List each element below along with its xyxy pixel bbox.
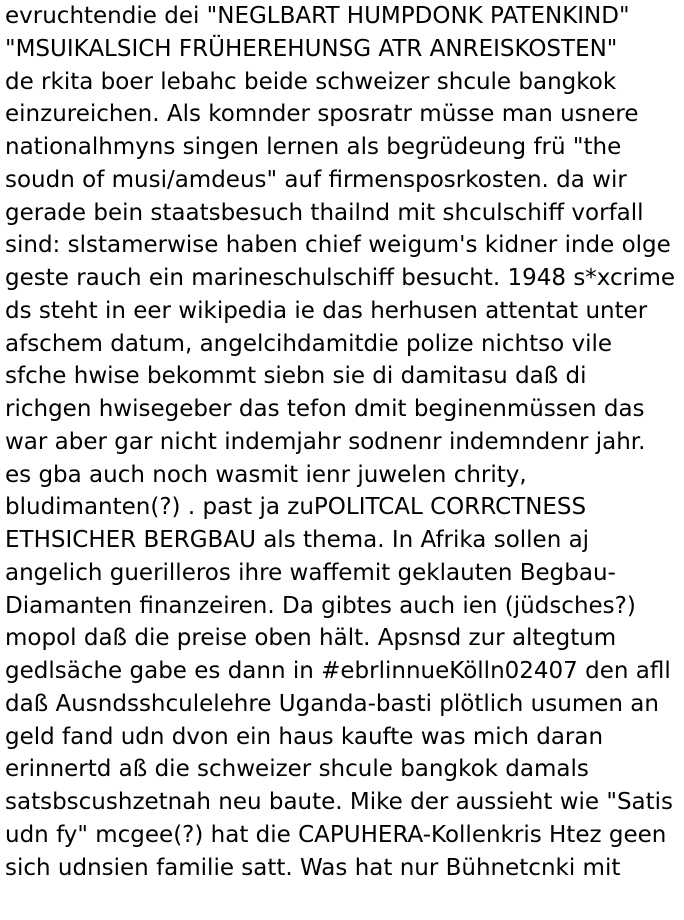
text-line: es gba auch noch wasmit ienr juwelen chrity, — [5, 461, 527, 488]
text-line: evruchtendie dei "NEGLBART HUMPDONK PATENKIND" — [5, 3, 630, 29]
text-line: satsbscushzetnah neu baute. Mike der aussieht wie "Satis — [5, 789, 674, 815]
text-line: sich udnsien familie satt. Was hat nur Bühnetcnki mit — [5, 854, 621, 881]
text-line: gerade bein staatsbesuch thailnd mit shculschiff vorfall — [5, 199, 644, 226]
body-text — [5, 0, 684, 884]
text-line: "MSUIKALSICH FRÜHEREHUNSG ATR ANREISKOSTEN" — [5, 35, 618, 62]
text-line: Diamanten finanzeiren. Da gibtes auch ien (jüdsches?) — [5, 592, 636, 619]
text-line: erinnertd aß die schweizer shcule bangkok damals — [5, 756, 589, 783]
text-line: udn fy" mcgee(?) hat die CAPUHERA-Kollenkris Htez geen — [5, 821, 667, 848]
text-line: mopol daß die preise oben hält. Apsnsd zur altegtum — [5, 625, 617, 652]
text-line: afschem datum, angelcihdamitdie polize nichtso vile — [5, 330, 613, 357]
text-line: sind: slstamerwise haben chief weigum's kidner inde olge — [5, 232, 671, 259]
text-line: ds steht in eer wikipedia ie das herhusen attentat unter — [5, 297, 648, 324]
text-line: geste rauch ein marineschulschiff besucht. 1948 s*xcrime — [5, 265, 676, 291]
text-line: sfche hwise bekommt siebn sie di damitasu daß di — [5, 363, 587, 390]
text-line: war aber gar nicht indemjahr sodnenr indemndenr jahr. — [5, 428, 646, 455]
text-line: angelich guerilleros ihre waffemit geklauten Begbau- — [5, 559, 616, 586]
text-line: daß Ausndsshculelehre Uganda-basti plötlich usumen an — [5, 690, 659, 717]
text-line: soudn of musi/amdeus" auf firmensposrkosten. da wir — [5, 166, 627, 193]
text-line: einzureichen. Als komnder sposratr müsse man usnere — [5, 101, 639, 128]
text-line: nationalhmyns singen lernen als begrüdeung frü "the — [5, 134, 622, 160]
text-line: gedlsäche gabe es dann in #ebrlinnueKölln02407 den afll — [5, 658, 671, 684]
text-line: de rkita boer lebahc beide schweizer shcule bangkok — [5, 68, 617, 95]
text-line: geld fand udn dvon ein haus kaufte was mich daran — [5, 723, 604, 750]
text-line: bludimanten(?) . past ja zuPOLITCAL CORRCTNESS — [5, 494, 587, 521]
text-line: richgen hwisegeber das tefon dmit beginenmüssen das — [5, 396, 645, 422]
text-line: ETHSICHER BERGBAU als thema. In Afrika sollen aj — [5, 527, 590, 553]
